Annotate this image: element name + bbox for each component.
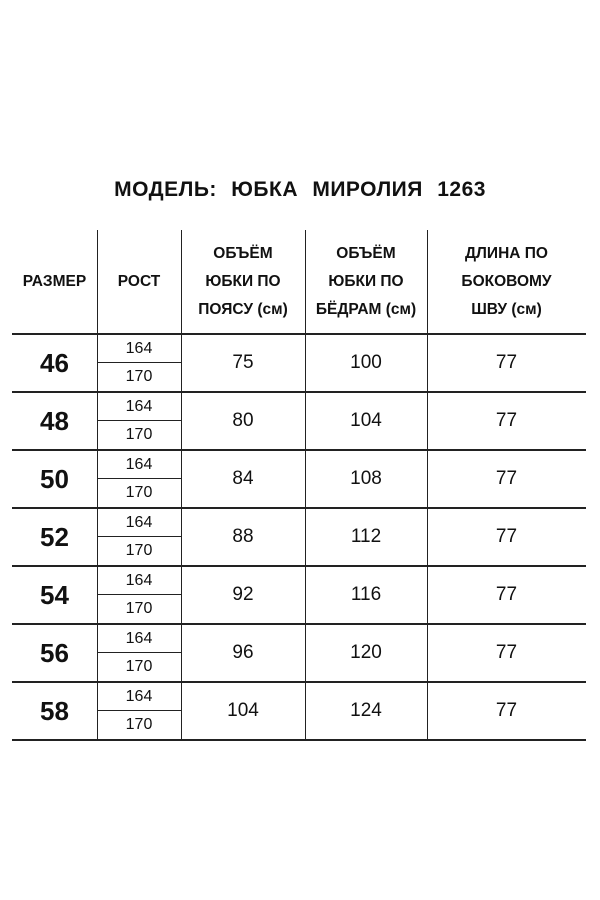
height-value-170: 170 <box>125 600 153 617</box>
length-value: 77 <box>495 468 518 489</box>
height-value-164: 164 <box>97 567 181 595</box>
height-value-164: 164 <box>97 509 181 537</box>
table-row <box>12 683 586 741</box>
hips-value: 108 <box>350 468 382 489</box>
height-value-164: 164 <box>97 393 181 421</box>
size-value: 48 <box>40 405 69 436</box>
height-cell <box>97 567 181 623</box>
size-value: 56 <box>40 637 69 668</box>
height-cell <box>97 683 181 739</box>
header-length-line: ШВУ (см) <box>471 300 542 318</box>
waist-value: 96 <box>232 642 254 663</box>
header-hips <box>305 230 427 333</box>
height-value-170: 170 <box>125 484 153 501</box>
header-hips-line: ОБЪЁМ <box>336 244 396 262</box>
height-cell <box>97 451 181 507</box>
height-value-170: 170 <box>125 426 153 443</box>
header-hips-line: БЁДРАМ (см) <box>315 300 417 318</box>
length-value: 77 <box>495 352 518 373</box>
header-waist <box>181 230 305 333</box>
size-value: 50 <box>40 463 69 494</box>
hips-value: 112 <box>350 526 382 547</box>
height-cell <box>97 625 181 681</box>
length-value: 77 <box>495 410 518 431</box>
length-value: 77 <box>495 526 518 547</box>
height-cell <box>97 393 181 449</box>
waist-value: 92 <box>232 584 254 605</box>
table-header <box>12 230 586 335</box>
height-value-170: 170 <box>125 368 153 385</box>
page-title: МОДЕЛЬ: ЮБКА МИРОЛИЯ 1263 <box>114 178 486 201</box>
length-value: 77 <box>495 700 518 721</box>
table-row <box>12 335 586 393</box>
waist-value: 104 <box>227 700 259 721</box>
hips-value: 124 <box>350 700 382 721</box>
size-value: 58 <box>40 695 69 726</box>
height-cell <box>97 335 181 391</box>
header-length-line: БОКОВОМУ <box>461 272 552 290</box>
waist-value: 88 <box>232 526 254 547</box>
hips-value: 120 <box>350 642 382 663</box>
hips-value: 104 <box>350 410 382 431</box>
table-row <box>12 451 586 509</box>
header-length-line: ДЛИНА ПО <box>465 244 548 262</box>
table-row <box>12 393 586 451</box>
header-length <box>427 230 586 333</box>
waist-value: 75 <box>232 352 254 373</box>
size-value: 54 <box>40 579 69 610</box>
height-cell <box>97 509 181 565</box>
hips-value: 100 <box>350 352 382 373</box>
header-hips-line: ЮБКИ ПО <box>328 272 404 290</box>
height-value-170: 170 <box>125 658 153 675</box>
height-value-164: 164 <box>97 451 181 479</box>
height-value-170: 170 <box>125 716 153 733</box>
height-value-170: 170 <box>125 542 153 559</box>
length-value: 77 <box>495 584 518 605</box>
height-value-164: 164 <box>97 683 181 711</box>
size-value: 52 <box>40 521 69 552</box>
waist-value: 80 <box>232 410 254 431</box>
table-row <box>12 625 586 683</box>
table-row <box>12 509 586 567</box>
header-waist-line: ПОЯСУ (см) <box>198 300 288 318</box>
header-size: РАЗМЕР <box>22 272 87 290</box>
size-table <box>12 230 586 741</box>
waist-value: 84 <box>232 468 254 489</box>
height-value-164: 164 <box>97 625 181 653</box>
size-value: 46 <box>40 347 69 378</box>
table-row <box>12 567 586 625</box>
header-height: РОСТ <box>117 272 161 290</box>
table-body <box>12 335 586 741</box>
height-value-164: 164 <box>97 335 181 363</box>
header-waist-line: ОБЪЁМ <box>213 244 273 262</box>
length-value: 77 <box>495 642 518 663</box>
hips-value: 116 <box>350 584 382 605</box>
header-waist-line: ЮБКИ ПО <box>205 272 281 290</box>
